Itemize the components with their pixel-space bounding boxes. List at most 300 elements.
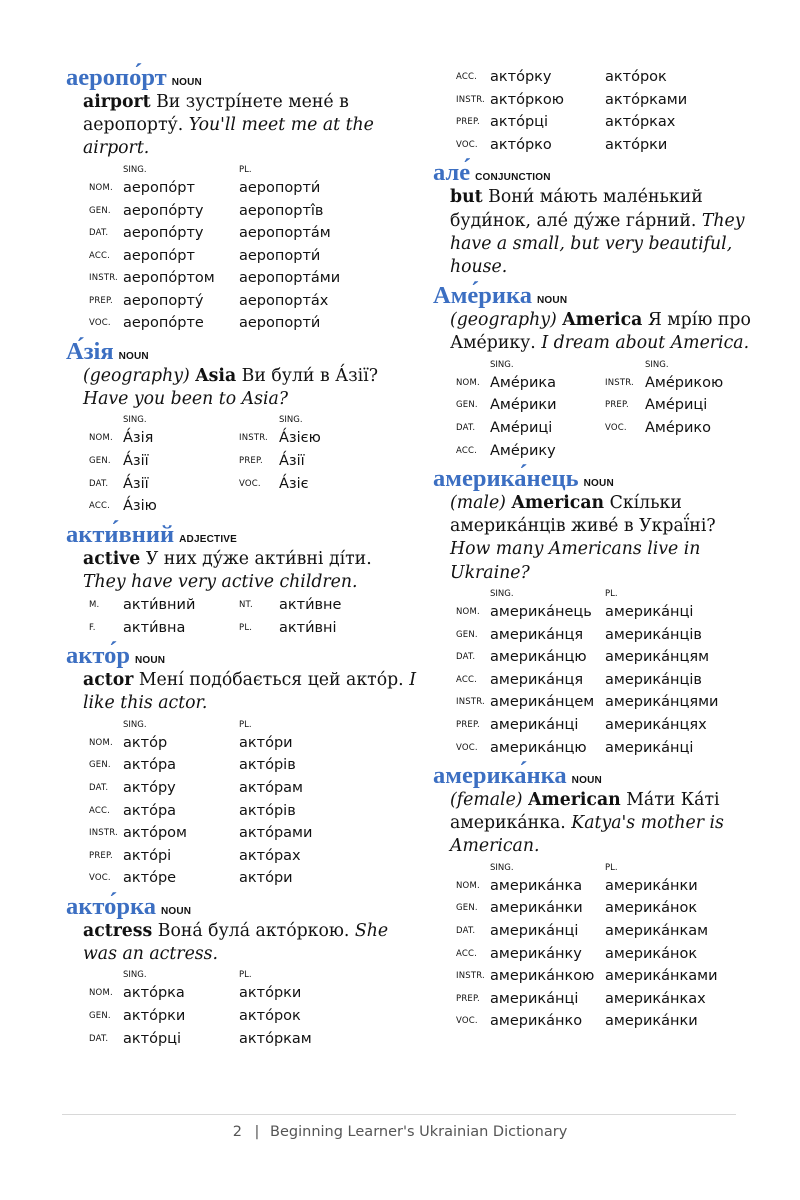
example-english: I like this actor. (83, 670, 417, 714)
word-form (279, 495, 369, 518)
case-label: GEN. (89, 760, 111, 771)
case-label: ACC. (456, 948, 478, 959)
case-label: NOM. (89, 737, 113, 748)
table-row (89, 1005, 359, 1028)
plural-form: америка́нцям (605, 649, 710, 666)
table-header-row (456, 859, 725, 875)
part-of-speech: CONJUNCTION (475, 172, 551, 184)
table-row (456, 89, 725, 112)
example-ukrainian: Скі́льки америка́нців живе́ в Украї́ні? (450, 492, 716, 537)
plural-form: америка́нцями (605, 694, 719, 711)
singular-form: акто́рі (123, 847, 172, 864)
form-label: INSTR. (605, 377, 634, 388)
singular-form: америка́нцем (490, 694, 595, 711)
case-label: GEN. (456, 903, 478, 914)
case-label: DAT. (89, 783, 109, 794)
singular-form: акто́рка (123, 985, 185, 1002)
singular-form: америка́нки (490, 900, 583, 917)
table-row (89, 427, 369, 450)
headword: аеропо́рт (66, 64, 167, 91)
footer-separator: | (254, 1124, 260, 1140)
singular-form: америка́нку (490, 945, 582, 962)
table-row (456, 942, 725, 965)
plural-form: америка́нців (605, 626, 702, 643)
example-ukrainian: Ма́ти Ка́ті америка́нка. (450, 789, 720, 834)
entry-heading (66, 338, 418, 365)
english-translation: America (562, 310, 643, 331)
table-row (456, 736, 725, 759)
case-label: NOM. (89, 988, 113, 999)
case-label: ACC. (89, 250, 111, 261)
definition (450, 309, 753, 355)
header-spacer (239, 411, 279, 427)
header-spacer (456, 859, 490, 875)
singular-form: америка́нці (490, 990, 579, 1007)
header-spacer (89, 161, 123, 177)
case-label: INSTR. (89, 828, 118, 839)
table-row (89, 594, 369, 617)
headword: америка́нка (433, 761, 567, 789)
header-singular: SING. (123, 415, 147, 426)
headword: акто́рка (66, 892, 156, 920)
singular-form: акто́ра (123, 757, 177, 774)
form-label: PL. (239, 622, 253, 633)
word-form: А́зії (123, 475, 149, 492)
word-form: акти́вне (279, 597, 342, 614)
singular-form: америка́нець (490, 604, 592, 621)
plural-form: акто́рів (239, 757, 296, 774)
word-form: А́зії (123, 453, 149, 470)
singular-form: аеропо́рту (123, 202, 204, 219)
singular-form: аеропорту́ (123, 292, 204, 309)
english-translation: actor (83, 670, 134, 691)
footer-divider (62, 1114, 736, 1115)
word-form: А́зією (279, 430, 321, 447)
plural-form: америка́нки (605, 1013, 698, 1030)
entry-heading (66, 642, 418, 669)
form-label: DAT. (89, 478, 109, 489)
header-plural: PL. (605, 588, 618, 599)
singular-form: акто́рко (490, 137, 552, 154)
plural-form: акто́рам (239, 780, 303, 797)
plural-form: америка́нкам (605, 923, 709, 940)
word-form: А́зія (123, 430, 154, 447)
form-label: NT. (239, 600, 253, 611)
part-of-speech: NOUN (583, 477, 614, 489)
case-label: NOM. (89, 182, 113, 193)
table-row (456, 439, 735, 462)
table-header-row (456, 356, 735, 372)
table-row (89, 312, 359, 335)
part-of-speech: NOUN (160, 905, 192, 917)
singular-form: америка́нця (490, 671, 584, 688)
singular-form: америка́нці (490, 717, 579, 734)
singular-form: америка́нці (490, 923, 579, 940)
form-label: VOC. (239, 478, 261, 489)
table-row (89, 982, 359, 1005)
table-row (89, 290, 359, 313)
plural-form: америка́нок (605, 945, 698, 962)
table-row (456, 646, 725, 669)
singular-form: аеропо́ртом (123, 270, 215, 287)
english-translation: actress (83, 920, 153, 941)
table-row (89, 472, 369, 495)
case-label: VOC. (456, 1016, 478, 1027)
plural-form: акто́рок (239, 1008, 301, 1024)
case-label: GEN. (89, 205, 111, 216)
case-label: GEN. (89, 1011, 111, 1021)
case-label: INSTR. (456, 697, 485, 708)
case-label: PREP. (456, 993, 480, 1004)
form-label: PREP. (605, 400, 629, 411)
headword: А́зія (66, 337, 114, 365)
entry-heading (433, 159, 753, 186)
header-spacer (456, 356, 490, 372)
word-form: А́зіє (279, 475, 309, 492)
singular-form: акто́ру (123, 780, 176, 797)
header-singular: SING. (645, 359, 669, 370)
table-row (456, 691, 725, 714)
headword: але́ (433, 159, 471, 187)
form-label (605, 439, 645, 462)
entry-heading (433, 282, 753, 309)
plural-form: америка́нцях (605, 717, 707, 734)
dictionary-entry (433, 66, 753, 156)
word-form: акти́вна (123, 619, 186, 636)
declension-table (456, 66, 725, 156)
declension-table (456, 859, 725, 1033)
headword: акто́р (66, 642, 130, 670)
word-form: А́зію (123, 498, 157, 515)
table-row (456, 669, 725, 692)
case-label: PREP. (456, 117, 480, 128)
word-form: Аме́рику (490, 442, 556, 459)
plural-form: америка́нців (605, 671, 702, 688)
page-footer (0, 1124, 800, 1140)
singular-form: аеропо́рте (123, 315, 204, 332)
plural-form: акто́ри (239, 870, 293, 887)
word-form: Аме́рико (645, 420, 712, 437)
table-row (456, 988, 725, 1011)
word-form: Аме́риці (645, 397, 708, 414)
form-label: ACC. (456, 445, 478, 456)
plural-form: акто́рами (239, 825, 313, 842)
singular-form: акто́ркою (490, 91, 565, 108)
english-translation: Asia (195, 365, 237, 386)
singular-form: америка́нка (490, 877, 583, 894)
english-translation: American (511, 492, 605, 513)
declension-table (89, 161, 359, 335)
table-row (89, 754, 359, 777)
header-singular: SING. (123, 970, 147, 981)
gloss-label: (female) (450, 789, 523, 810)
gloss-label: (geography) (450, 310, 557, 331)
word-form (645, 439, 735, 462)
header-plural: PL. (239, 164, 252, 175)
example-ukrainian: Ви зустрі́нете мене́ в аеропорту́. (83, 92, 349, 136)
dictionary-entry (433, 282, 753, 462)
declension-table (89, 966, 359, 1050)
singular-form: америка́нцю (490, 649, 587, 666)
singular-form: акто́рці (123, 1030, 182, 1047)
case-label: INSTR. (89, 273, 118, 284)
table-row (89, 450, 369, 473)
table-row (89, 244, 359, 267)
example-ukrainian: Мені́ подо́бається цей акто́р. (138, 670, 404, 691)
case-label: INSTR. (456, 971, 485, 982)
header-singular: SING. (279, 415, 303, 426)
table-row (89, 732, 359, 755)
table-header-row (89, 716, 359, 732)
declension-table (89, 716, 359, 890)
plural-form: акто́рками (605, 91, 688, 108)
part-of-speech: NOUN (171, 77, 202, 88)
table-row (456, 417, 735, 440)
table-row (89, 222, 359, 245)
table-row (89, 777, 359, 800)
headword: акти́вний (66, 520, 175, 548)
word-form: Аме́рики (490, 397, 557, 414)
header-spacer (605, 356, 645, 372)
case-label: DAT. (456, 652, 476, 663)
dictionary-entry (66, 642, 418, 890)
example-ukrainian: Вона́ була́ акто́ркою. (157, 920, 350, 941)
word-form: А́зії (279, 453, 305, 470)
case-label: INSTR. (456, 94, 485, 105)
case-label: ACC. (456, 72, 478, 83)
example-english: They have very active children. (83, 571, 358, 592)
form-label: M. (89, 600, 100, 611)
singular-form: америка́нко (490, 1013, 583, 1030)
singular-form: акто́ра (123, 802, 177, 819)
plural-form: акто́рки (605, 137, 668, 154)
case-label: ACC. (89, 805, 111, 816)
case-label: PREP. (89, 850, 113, 861)
table-row (456, 714, 725, 737)
part-of-speech: NOUN (118, 350, 149, 362)
singular-form: америка́нкою (490, 968, 595, 985)
table-row (456, 623, 725, 646)
case-label: VOC. (89, 318, 111, 329)
header-spacer (89, 966, 123, 982)
plural-form: аеропорта́ми (239, 270, 341, 287)
plural-form: америка́нці (605, 604, 694, 621)
definition (450, 186, 753, 279)
case-label: DAT. (89, 1033, 109, 1044)
plural-form: акто́рках (605, 114, 676, 131)
case-label: DAT. (89, 228, 109, 239)
headword: Аме́рика (433, 282, 532, 310)
english-translation: airport (83, 92, 151, 112)
dictionary-entry (66, 338, 418, 518)
dictionary-entry (66, 893, 418, 1050)
example-english: I dream about America. (541, 333, 750, 354)
table-row (456, 1010, 725, 1033)
example-ukrainian: Я мрі́ю про Аме́рику. (450, 310, 751, 354)
word-form: акти́вний (123, 597, 196, 614)
entry-heading (66, 521, 418, 548)
header-singular: SING. (123, 164, 147, 175)
case-label: GEN. (456, 629, 478, 640)
form-label: VOC. (605, 423, 627, 434)
plural-form: аеропорти́ (239, 179, 321, 196)
definition (83, 669, 418, 715)
plural-form: акто́рах (239, 847, 301, 864)
definition (83, 920, 418, 966)
header-plural: PL. (239, 719, 252, 730)
example-english: They have a small, but very beautiful, house. (450, 210, 745, 277)
definition (83, 91, 418, 161)
table-row (456, 134, 725, 157)
left-column (66, 64, 418, 1053)
table-row (89, 177, 359, 200)
singular-form: аеропо́рту (123, 225, 204, 242)
word-form: Аме́рика (490, 374, 557, 391)
plural-form: акто́рок (605, 69, 667, 86)
header-spacer (89, 716, 123, 732)
singular-form: акто́ром (123, 825, 187, 842)
table-row (89, 822, 359, 845)
word-form: Аме́рикою (645, 374, 724, 391)
plural-form: аеропорті̂в (239, 202, 324, 219)
plural-form: америка́нці (605, 739, 694, 756)
table-row (456, 372, 735, 395)
singular-form: америка́нця (490, 626, 584, 643)
header-plural: PL. (605, 862, 618, 873)
form-label: PREP. (239, 456, 263, 467)
entry-heading (66, 64, 418, 91)
case-label: DAT. (456, 926, 476, 937)
table-row (456, 601, 725, 624)
example-ukrainian: Вони́ ма́ють мале́нький буди́нок, але́ ду́же га́рний. (450, 187, 703, 231)
form-label: NOM. (89, 433, 113, 444)
table-row (89, 867, 359, 890)
singular-form: акто́р (123, 734, 168, 751)
table-row (456, 111, 725, 134)
table-row (89, 799, 359, 822)
english-translation: American (528, 789, 621, 810)
singular-form: акто́ре (123, 870, 177, 887)
table-row (456, 920, 725, 943)
entry-heading (66, 893, 418, 920)
plural-form: америка́нки (605, 877, 698, 894)
word-form: акти́вні (279, 619, 337, 636)
case-label: PREP. (456, 720, 480, 731)
english-translation: active (83, 548, 141, 569)
header-singular: SING. (123, 719, 147, 730)
part-of-speech: ADJECTIVE (179, 533, 238, 545)
table-header-row (89, 966, 359, 982)
declension-table (89, 411, 369, 517)
singular-form: акто́рці (490, 114, 549, 131)
singular-form: америка́нцю (490, 739, 587, 756)
definition (450, 492, 753, 585)
form-label: F. (89, 622, 96, 633)
definition (450, 789, 753, 859)
table-row (456, 66, 725, 89)
case-label: PREP. (89, 295, 113, 306)
table-header-row (89, 411, 369, 427)
right-column (433, 66, 753, 1036)
dictionary-entry (66, 521, 418, 640)
dictionary-entry (433, 159, 753, 279)
entry-heading (433, 762, 753, 789)
headword: америка́нець (433, 464, 579, 492)
example-english: She was an actress. (83, 920, 389, 964)
example-ukrainian: У них ду́же акти́вні ді́ти. (145, 548, 372, 569)
form-label: DAT. (456, 423, 476, 434)
declension-table (456, 356, 735, 462)
form-label: GEN. (89, 456, 111, 467)
plural-form: аеропорта́м (239, 225, 331, 242)
definition (83, 365, 418, 411)
table-row (456, 875, 725, 898)
case-label: VOC. (456, 140, 478, 151)
case-label: NOM. (456, 880, 480, 891)
form-label: INSTR. (239, 433, 268, 444)
table-row (89, 267, 359, 290)
header-spacer (89, 411, 123, 427)
plural-form: аеропорта́х (239, 292, 329, 309)
plural-form: аеропорти́ (239, 315, 321, 332)
plural-form: акто́рів (239, 802, 296, 819)
header-singular: SING. (490, 359, 514, 370)
table-row (89, 1027, 359, 1050)
table-row (456, 965, 725, 988)
plural-form: америка́нок (605, 900, 698, 917)
header-singular: SING. (490, 588, 514, 599)
book-title: Beginning Learner's Ukrainian Dictionary (270, 1124, 568, 1140)
plural-form: аеропорти́ (239, 247, 321, 264)
example-english: Katya's mother is American. (450, 813, 724, 857)
dictionary-entry (433, 465, 753, 759)
table-header-row (456, 585, 725, 601)
example-english: How many Americans live in Ukraine? (450, 539, 701, 583)
table-row (89, 199, 359, 222)
header-singular: SING. (490, 862, 514, 873)
form-label: ACC. (89, 501, 111, 512)
part-of-speech: NOUN (571, 774, 602, 786)
table-row (89, 495, 369, 518)
plural-form: америка́нками (605, 968, 718, 985)
table-row (89, 845, 359, 868)
header-plural: PL. (239, 970, 252, 981)
form-label (239, 495, 279, 518)
case-label: ACC. (456, 674, 478, 685)
example-ukrainian: Ви були́ в А́зії? (241, 365, 378, 386)
example-english: Have you been to Asia? (83, 388, 289, 409)
form-label: NOM. (456, 377, 480, 388)
dictionary-entry (66, 64, 418, 335)
definition (83, 548, 418, 594)
page-number: 2 (232, 1124, 242, 1140)
declension-table (456, 585, 725, 759)
singular-form: аеропо́рт (123, 179, 195, 196)
plural-form: акто́рки (239, 985, 302, 1002)
table-row (456, 394, 735, 417)
singular-form: аеропо́рт (123, 247, 195, 264)
singular-form: акто́рку (490, 69, 552, 86)
english-translation: but (450, 187, 483, 208)
example-english: You'll meet me at the airport. (83, 115, 374, 159)
case-label: VOC. (89, 873, 111, 884)
header-spacer (456, 585, 490, 601)
dictionary-entry (433, 762, 753, 1033)
plural-form: акто́ркам (239, 1030, 312, 1047)
form-label: GEN. (456, 400, 478, 411)
entry-heading (433, 465, 753, 492)
table-header-row (89, 161, 359, 177)
